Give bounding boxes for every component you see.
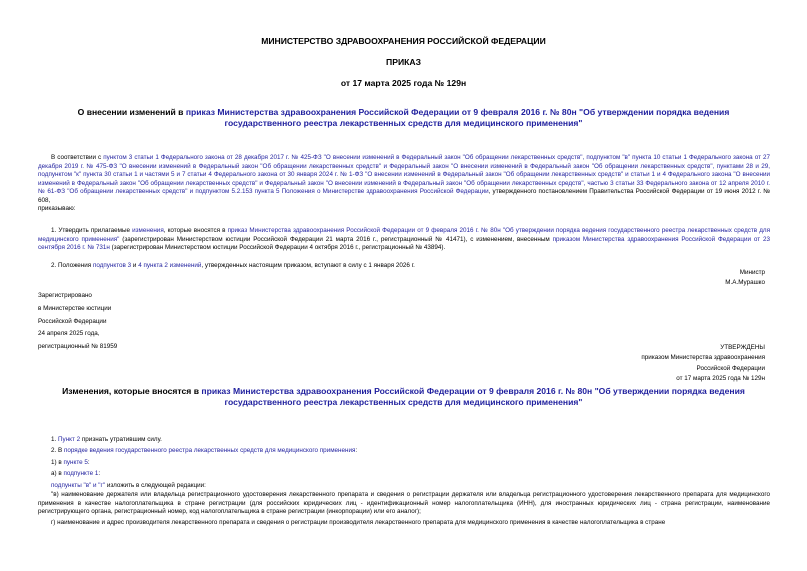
signature-position: Министр [739, 269, 765, 276]
order-731n-link[interactable]: приказом Министерства здравоохранения Российской Федерации от 23 сентября 2016 г. № 731н [38, 235, 770, 252]
annex-subitems-v-g: подпункты "в" и "г" изложить в следующей редакции: [51, 481, 206, 489]
ministry-heading: МИНИСТЕРСТВО ЗДРАВООХРАНЕНИЯ РОССИЙСКОЙ ФЕДЕРАЦИИ [261, 36, 546, 46]
annex-subitem-1: 1) в пункте 5: [51, 458, 90, 466]
annex-subitem-a: а) в подпункте 1: [51, 470, 101, 478]
law-link-61fz[interactable]: , частью 3 статьи 33 Федерального закона от 12 апреля 2010 г. № 61-ФЗ "Об обращении лекарственных средств" и подпунктом 5.2.153 пункта 5 Положения о Министерстве здравоохранения Российской Федерации [38, 179, 770, 196]
order-item-1: 1. Утвердить прилагаемые изменения, которые вносятся в приказ Министерства здравоохранения Российской Федерации от 9 февраля 2016 г. № 80н "Об утверждении порядка ведения государственного реестра лекарственных средств для медицинского применения" (зарегистрирован Министерством юстиции Российской Федерации 21 марта 2016 г., регистрационный № 41471), с изменением, внесенным приказом Министерства здравоохранения Российской Федерации от 23 сентября 2016 г. № 731н (зарегистрирован Министерством юстиции Российской Федерации 4 октября 2016 г., регистрационный № 43894). [38, 227, 770, 252]
order-title: О внесении изменений в приказ Министерства здравоохранения Российской Федерации от 9 февраля 2016 г. № 80н "Об утверждении порядка ведения государственного реестра лекарственных средств для медицинского применения" [77, 107, 730, 128]
annex-item-1: 1. Пункт 2 признать утратившим силу. [51, 436, 162, 443]
annex-item-2: 2. В порядке ведения государственного реестра лекарственных средств для медицинского применения: [51, 447, 358, 455]
annex-body [38, 434, 770, 527]
preamble: В соответствии с пунктом 3 статьи 1 Федерального закона от 28 декабря 2017 г. № 425-ФЗ "О внесении изменений в Федеральный закон "Об обращении лекарственных средств", подпунктом "в" пункта 10 статьи 1 Федерального закона от 27 декабря 2019 г. № 475-ФЗ "О внесении изменений в Федеральный закон "Об обращении лекарственных средств" и Федеральный закон "О внесении изменений в Федеральный закон "Об обращении лекарственных средств", пунктами 28 и 29, подпунктом "к" пункта 30 статьи 1 и частями 5 и 7 статьи 4 Федерального закона от 30 января 2024 г. № 1-ФЗ "О внесении изменений в Федеральный закон "Об обращении лекарственных средств" и статьи 1 и 4 Федерального закона "О внесении изменений в Федеральный закон "Об обращении лекарственных средств" и Федеральный закон "О внесении изменений в Федеральный закон "Об обращении лекарственных средств", частью 3 статьи 33 Федерального закона от 12 апреля 2010 г. № 61-ФЗ "Об обращении лекарственных средств" и подпунктом 5.2.153 пункта 5 Положения о Министерстве здравоохранения Российской Федерации, утвержденного постановлением Правительства Российской Федерации от 19 июня 2012 г. № 608, приказываю: [38, 154, 771, 213]
annex-text-g: г) наименование и адрес производителя лекарственного препарата и сведения о регистрации производителя лекарственного препарата для медицинского применения в качестве налогоплательщика в стране [51, 518, 666, 526]
ordered-word: приказываю: [38, 205, 76, 213]
law-link-475fz[interactable]: , подпунктом "в" пункта 10 статьи 1 Федерального закона от 27 декабря 2019 г. № 475-ФЗ "О внесении изменений в Федеральный закон "Об обращении лекарственных средств" и Федеральный закон "О внесении изменений в Федеральный закон "Об обращении лекарственных средств" [38, 154, 771, 170]
changes-link[interactable]: изменения [132, 227, 164, 234]
subitems-link[interactable]: подпунктов 3 [92, 262, 132, 269]
registration-block: Зарегистрировано в Министерстве юстиции Российской Федерации 24 апреля 2025 года, регистрационный № 81959 [38, 292, 118, 351]
approved-block: УТВЕРЖДЕНЫ приказом Министерства здравоохранения Российской Федерации от 17 марта 2025 года № 129н [641, 344, 765, 382]
signature-block [725, 268, 765, 289]
signature-name: М.А.Мурашко [725, 279, 765, 287]
order-date-number: от 17 марта 2025 года № 129н [340, 78, 467, 88]
law-link-1fz[interactable]: , пунктами 28 и 29, подпунктом "к" пункта 30 статьи 1 и частями 5 и 7 статьи 4 Федерального закона от 30 января 2024 г. № 1-ФЗ "О внесении изменений в Федеральный закон "Об обращении лекарственных средств" и статьи 1 и 4 Федерального закона "О внесении изменений в Федеральный закон "Об обращении лекарственных средств" и Федеральный закон "О внесении изменений в Федеральный закон "Об обращении лекарственных средств" [38, 162, 770, 187]
doc-type: ПРИКАЗ [386, 57, 421, 67]
law-link-425fz[interactable]: пунктом 3 статьи 1 Федерального закона от 28 декабря 2017 г. № 425-ФЗ "О внесении изменений в Федеральный закон "Об обращении лекарственных средств" [103, 154, 583, 161]
order-80n-link[interactable]: приказ Министерства здравоохранения Российской Федерации от 9 февраля 2016 г. № 80н "Об утверждении порядка ведения государственного реестра лекарственных средств для медицинского применения" [38, 227, 770, 243]
item-2-changes-link[interactable]: 4 пункта 2 изменений [138, 262, 202, 269]
order-item-2: 2. Положения подпунктов 3 и 4 пункта 2 изменений, утвержденных настоящим приказом, вступают в силу с 1 января 2026 г. [51, 262, 415, 269]
title-link[interactable]: приказ Министерства здравоохранения Российской Федерации от 9 февраля 2016 г. № 80н "Об утверждении порядка ведения государственного реестра лекарственных средств для медицинского применения" [185, 107, 730, 128]
annex-title-link[interactable]: приказ Министерства здравоохранения Российской Федерации от 9 февраля 2016 г. № 80н "Об утверждении порядка ведения государственного реестра лекарственных средств для медицинского применения" [201, 386, 745, 407]
annex-title: Изменения, которые вносятся в приказ Министерства здравоохранения Российской Федерации от 9 февраля 2016 г. № 80н "Об утверждении порядка ведения государственного реестра лекарственных средств для медицинского применения" [62, 386, 745, 407]
annex-text-v: "в) наименование держателя или владельца регистрационного удостоверения лекарственного препарата и сведения о регистрации держателя или владельца регистрационного удостоверения лекарственного препарата для медицинского применения в качестве налогоплательщика в стране регистрации (для российских юридических лиц - идентификационный номер налогоплательщика (ИНН), для иностранных юридических лиц - страна регистрации, наименование регистрирующего органа, регистрационный номер, код налогоплательщика в стране регистрации (инкорпорации) или его аналог); [38, 491, 770, 516]
